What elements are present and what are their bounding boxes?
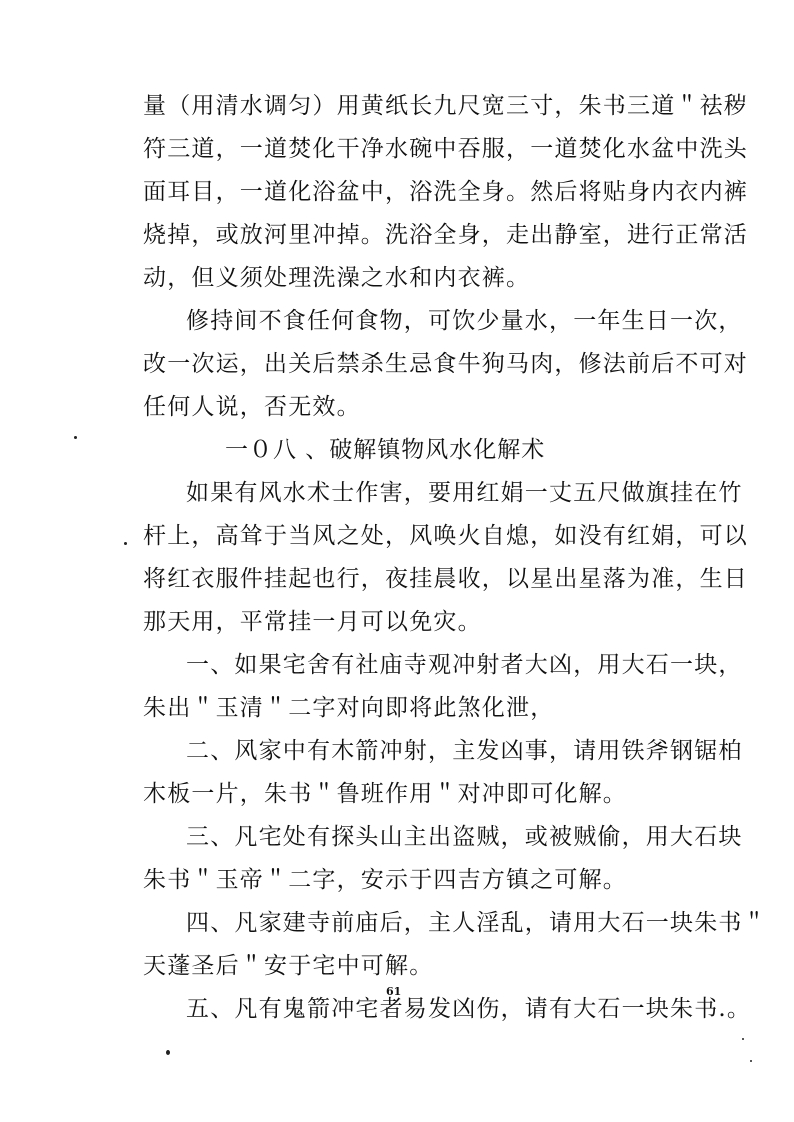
- text-line: 改一次运，出关后禁杀生忌食牛狗马肉，修法前后不可对: [143, 351, 748, 377]
- text-line: 修持间不食任何食物，可饮少量水，一年生日一次，: [186, 308, 743, 334]
- text-line: 量（用清水调匀）用黄纸长九尺宽三寸，朱书三道＂祛秽: [143, 93, 748, 119]
- text-line: 将红衣服件挂起也行，夜挂晨收，以星出星落为准，生日: [143, 566, 748, 592]
- scan-speck: [750, 1060, 752, 1062]
- scan-speck: [74, 436, 77, 439]
- list-item: 二、风家中有木箭冲射，主发凶事，请用铁斧钢锯柏: [186, 738, 743, 764]
- scan-speck: [124, 542, 127, 545]
- text-line: 杆上，高耸于当风之处，风唤火自熄，如没有红娟，可以: [143, 523, 748, 549]
- text-line: 动，但义须处理洗澡之水和内衣裤。: [143, 265, 531, 291]
- list-item: 三、凡宅处有探头山主出盗贼，或被贼偷，用大石块: [186, 824, 743, 850]
- page-number: 61: [386, 985, 402, 998]
- scan-speck: [742, 1038, 744, 1040]
- text-line: 那天用，平常挂一月可以免灾。: [143, 609, 482, 635]
- text-line: 朱书＂玉帝＂二字，安示于四吉方镇之可解。: [143, 867, 627, 893]
- text-line: 木板一片，朱书＂鲁班作用＂对冲即可化解。: [143, 781, 627, 807]
- text-line: 面耳目，一道化浴盆中，浴洗全身。然后将贴身内衣内裤: [143, 179, 748, 205]
- text-line: 符三道，一道焚化干净水碗中吞服，一道焚化水盆中洗头: [143, 136, 748, 162]
- text-line: 天蓬圣后＂安于宅中可解。: [143, 953, 434, 979]
- section-heading: 一０八 、破解镇物风水化解术: [225, 437, 546, 463]
- text-line: 朱出＂玉清＂二字对向即将此煞化泄，: [143, 695, 555, 721]
- text-line: 烧掉，或放河里冲掉。洗浴全身，走出静室，进行正常活: [143, 222, 748, 248]
- list-item: 五、凡有鬼箭冲宅者易发凶伤，请有大石一块朱书.。: [186, 996, 752, 1022]
- text-line: 如果有风水术士作害，要用红娟一丈五尺做旗挂在竹: [186, 480, 743, 506]
- list-item: 四、凡家建寺前庙后，主人淫乱，请用大石一块朱书＂: [186, 910, 767, 936]
- scan-speck: [166, 1050, 170, 1055]
- text-line: 任何人说，否无效。: [143, 394, 361, 420]
- list-item: 一、如果宅舍有社庙寺观冲射者大凶，用大石一块，: [186, 652, 743, 678]
